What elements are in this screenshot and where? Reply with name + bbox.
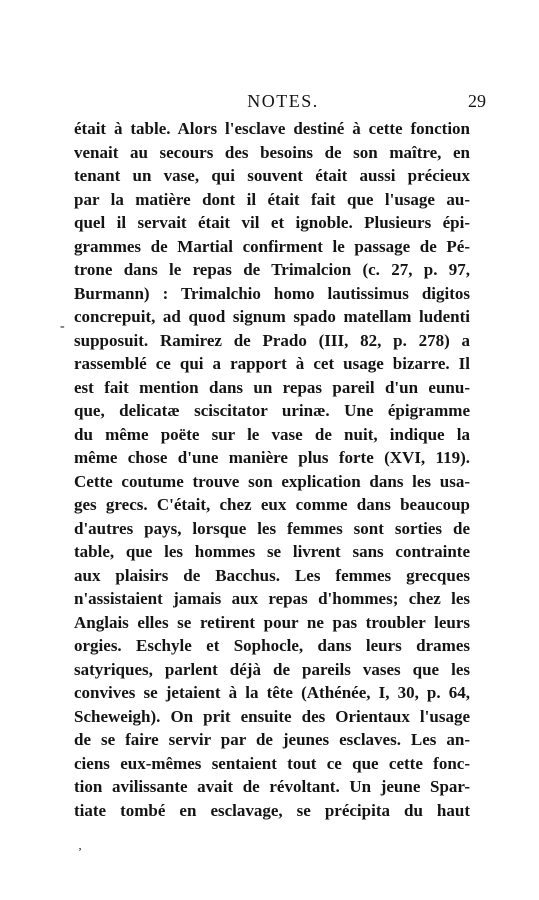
text-line-13: que, delicatæ sciscitator urinæ. Une épigramme [74,401,470,420]
text-line-12: est fait mention dans un repas pareil d'un eunu- [74,377,470,397]
text-line-6: grammes de Martial confirment le passage de Pé- [74,236,470,256]
text-line-29: tion avilissante avait de révoltant. Un jeune Spar- [74,777,470,796]
text-line-2: venait au secours des besoins de son maître, en [74,142,470,162]
text-line-16: Cette coutume trouve son explication dans les usa- [74,471,470,491]
page-header [74,88,492,114]
text-line-10: supposuit. Ramirez de Prado (III, 82, p. 278) a [74,330,470,350]
margin-mark: - [60,319,65,334]
text-line-5: quel il servait était vil et ignoble. Plusieurs épi- [74,213,470,232]
text-line-25: convives se jetaient à la tête (Athénée, I, 30, p. 64, [74,683,470,702]
text-line-26: Scheweigh). On prit ensuite des Orientaux l'usage [74,706,470,726]
text-line-21: n'assistaient jamais aux repas d'hommes; chez les [74,589,470,608]
text-line-28: ciens eux-mêmes sentaient tout ce que cette fonc- [74,753,470,773]
stray-ink-mark: ʼ [78,845,82,859]
text-line-30: tiate tombé en esclavage, se précipita du haut [74,800,470,820]
text-line-19: table, que les hommes se livrent sans contrainte [74,542,470,561]
text-line-8: Burmann) : Trimalchio homo lautissimus digitos [74,283,470,303]
text-line-20: aux plaisirs de Bacchus. Les femmes grecques [74,565,470,585]
text-line-4: par la matière dont il était fait que l'usage au- [74,189,470,209]
text-line-27: de se faire servir par de jeunes esclaves. Les an- [74,730,470,749]
text-line-1: était à table. Alors l'esclave destiné à cette fonction [74,119,470,138]
body-text [74,117,470,822]
text-line-7: trone dans le repas de Trimalcion (c. 27, p. 97, [74,260,470,279]
text-line-22: Anglais elles se retirent pour ne pas troubler leurs [74,612,470,632]
text-line-24: satyriques, parlent déjà de pareils vases que les [74,659,470,679]
text-line-11: rassemblé ce qui a rapport à cet usage bizarre. Il [74,354,470,373]
text-line-17: ges grecs. C'était, chez eux comme dans beaucoup [74,495,470,514]
text-line-14: du même poëte sur le vase de nuit, indique la [74,424,470,444]
page-number: 29 [468,91,486,111]
text-line-3: tenant un vase, qui souvent était aussi précieux [74,166,470,185]
text-line-9: concrepuit, ad quod signum spado matellam ludenti [74,307,470,326]
text-line-23: orgies. Eschyle et Sophocle, dans leurs drames [74,636,470,655]
text-line-15: même chose d'une manière plus forte (XVI, 119). [74,448,470,467]
text-line-18: d'autres pays, lorsque les femmes sont sorties de [74,518,470,538]
running-head: NOTES. [247,91,319,111]
